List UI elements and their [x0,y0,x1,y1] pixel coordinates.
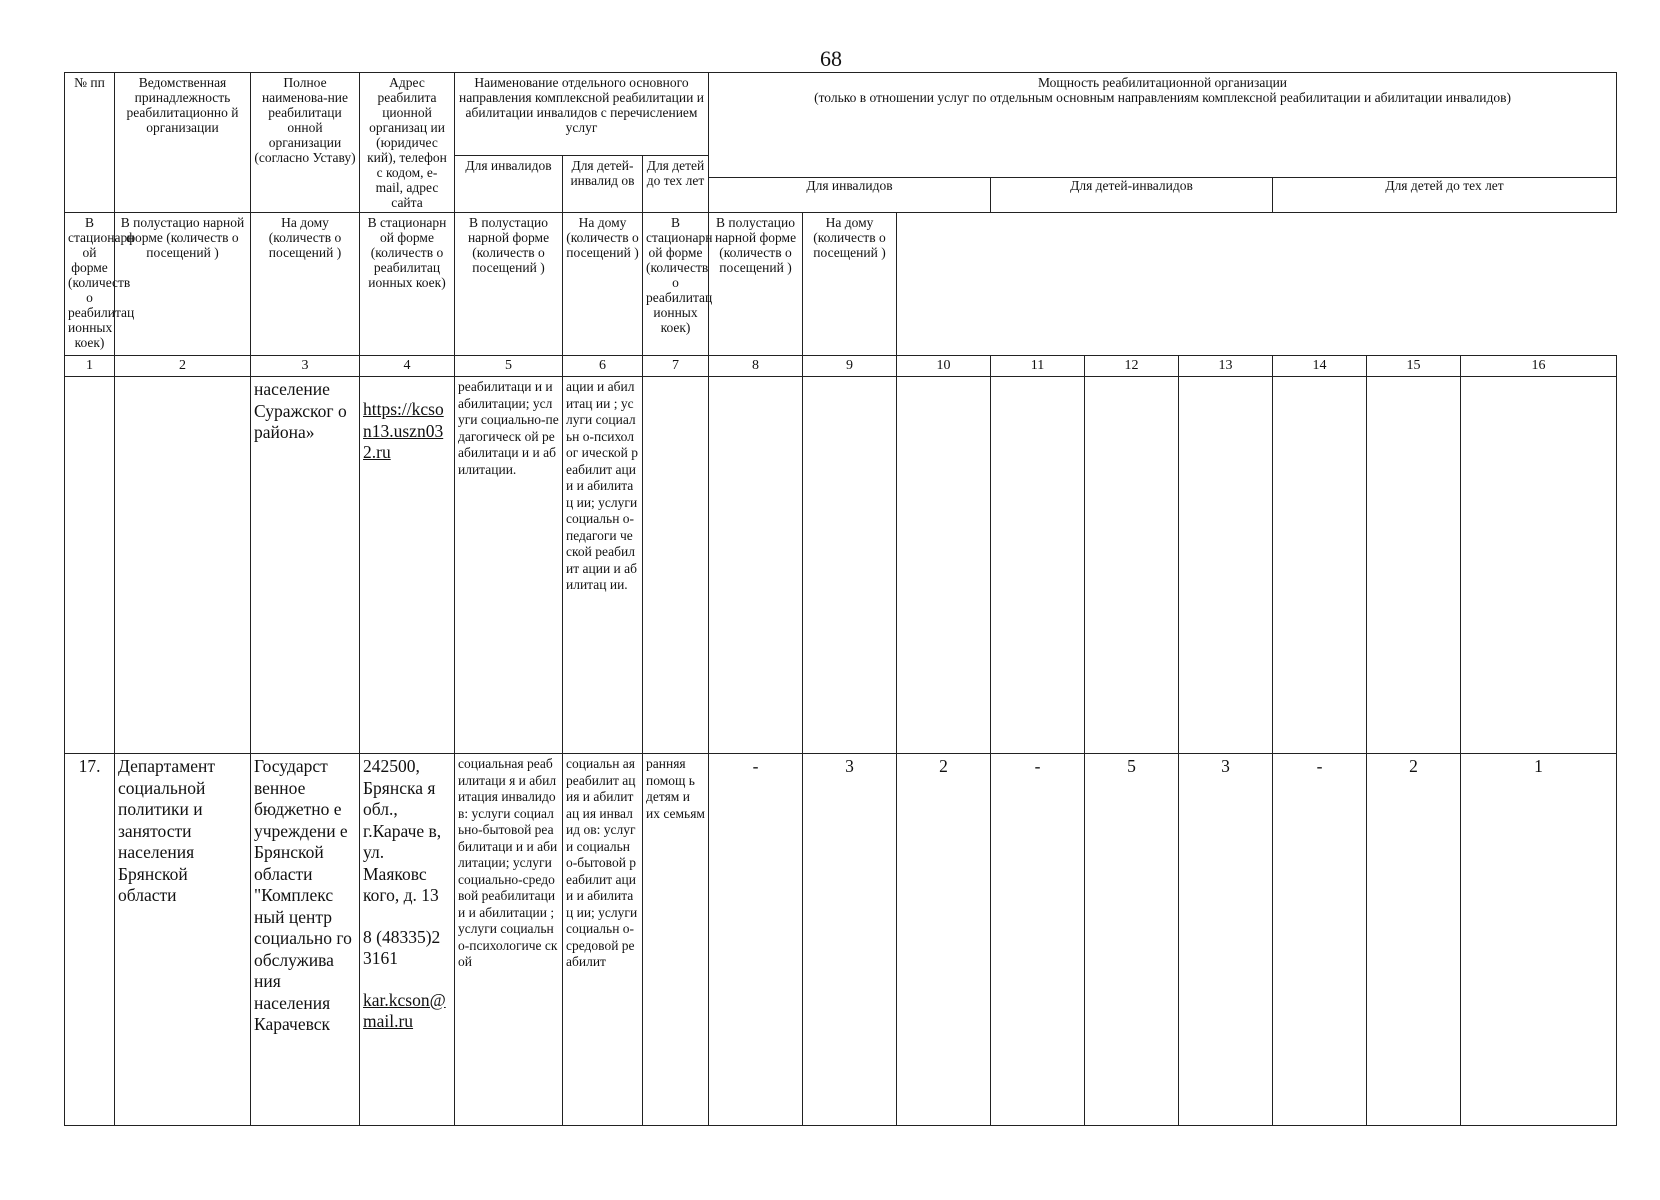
capacity-disabled-stationary: - [709,754,803,1126]
capacity-title: Мощность реабилитационной организации [1038,75,1288,90]
header-row-1 [65,73,1617,156]
header-grp-disabled: Для инвалидов [709,178,991,213]
column-numbers-row [65,356,1617,377]
capacity-young-semi: 2 [1367,754,1461,1126]
cell-direction-children: ации и абилитац ии ; услуги социальн о-психолог ической реабилит ации и абилитац ии; услуги социальн о-педагоги ческой реабилит ации и абилитац ии. [563,377,643,754]
column-number: 6 [563,356,643,377]
email-link[interactable]: kar.kcson@mail.ru [363,989,446,1031]
column-number: 16 [1461,356,1617,377]
header-capacity [709,73,1617,178]
column-number: 13 [1179,356,1273,377]
header-full-name: Полное наименова-ние реабилитаци онной организации (согласно Уставу) [251,73,360,213]
cell-direction-children: социальн ая реабилит ация и абилитац ия инвалид ов: услуги социальн о-бытовой реабилит ации и абилитац ии; услуги социальн о-средовой реабилит [563,754,643,1126]
header-dir-children: Для детей-инвалид ов [563,156,643,213]
column-number: 9 [803,356,897,377]
cell-affiliation: Департамент социальной политики и занятости населения Брянской области [115,754,251,1126]
capacity-young-stationary: - [1273,754,1367,1126]
column-number: 7 [643,356,709,377]
capacity-disabled-semi: 3 [803,754,897,1126]
column-number: 10 [897,356,991,377]
header-stationary: В стационарн ой форме (количеств о реабилитац ионных коек) [65,213,115,356]
rehabilitation-table [64,72,1617,1126]
header-grp-young: Для детей до тех лет [1273,178,1617,213]
cell-direction-disabled: реабилитаци и и абилитации; услуги социально-педагогическ ой реабилитаци и и абилитации. [455,377,563,754]
cell-direction-young: ранняя помощ ь детям и их семьям [643,754,709,1126]
column-number: 5 [455,356,563,377]
column-number: 15 [1367,356,1461,377]
header-direction-group: Наименование отдельного основного направления комплексной реабилитации и абилитации инвалидов с перечислением услуг [455,73,709,156]
cell-address [360,754,455,1126]
header-affiliation: Ведомственная принадлежность реабилитационно й организации [115,73,251,213]
header-dir-disabled: Для инвалидов [455,156,563,213]
header-dir-young: Для детей до тех лет [643,156,709,213]
header-home: На дому (количеств о посещений ) [563,213,643,356]
capacity-subtitle: (только в отношении услуг по отдельным основным направлениям комплексной реабилитации и абилитации инвалидов) [814,90,1511,105]
column-number: 4 [360,356,455,377]
header-home: На дому (количеств о посещений ) [251,213,360,356]
cell-full-name: население Суражског о района» [251,377,360,754]
capacity-young-home: 1 [1461,754,1617,1126]
table-row-continued [65,377,1617,754]
cell-full-name: Государст венное бюджетно е учреждени е Брянской области "Комплекс ный центр социально го обслужива ния населения Карачевск [251,754,360,1126]
capacity-disabled-home: 2 [897,754,991,1126]
cell-row-number: 17. [65,754,115,1126]
header-semi: В полустацио нарной форме (количеств о посещений ) [709,213,803,356]
column-number: 1 [65,356,115,377]
capacity-children-home: 3 [1179,754,1273,1126]
table-row-17 [65,754,1617,1126]
capacity-children-semi: 5 [1085,754,1179,1126]
header-home: На дому (количеств о посещений ) [803,213,897,356]
column-number: 3 [251,356,360,377]
phone-text: 8 (48335)2 3161 [363,926,441,968]
header-address: Адрес реабилита ционной организац ии (юридичес кий), телефон с кодом, e-mail, адрес сайта [360,73,455,213]
header-semi: В полустацио нарной форме (количеств о посещений ) [115,213,251,356]
column-number: 2 [115,356,251,377]
header-stationary: В стационарн ой форме (количеств о реабилитац ионных коек) [643,213,709,356]
header-row-4 [65,213,1617,356]
address-text: 242500, Брянска я обл., г.Караче в, ул. Маяковс кого, д. 13 [363,756,442,905]
capacity-children-stationary: - [991,754,1085,1126]
header-stationary: В стационарн ой форме (количеств о реабилитац ионных коек) [360,213,455,356]
header-grp-children: Для детей-инвалидов [991,178,1273,213]
website-link[interactable]: https://kcson13.uszn032.ru [360,377,455,754]
column-number: 11 [991,356,1085,377]
header-semi: В полустацио нарной форме (количеств о посещений ) [455,213,563,356]
cell-direction-disabled: социальная реабилитаци я и абилитация инвалидов: услуги социально-бытовой реабилитаци и и абилитации; услуги социально-средовой реабилитаци и и абилитации ; услуги социально-психологиче ской [455,754,563,1126]
header-number: № пп [65,73,115,213]
column-number: 8 [709,356,803,377]
page-number: 68 [820,46,842,71]
column-number: 14 [1273,356,1367,377]
column-number: 12 [1085,356,1179,377]
